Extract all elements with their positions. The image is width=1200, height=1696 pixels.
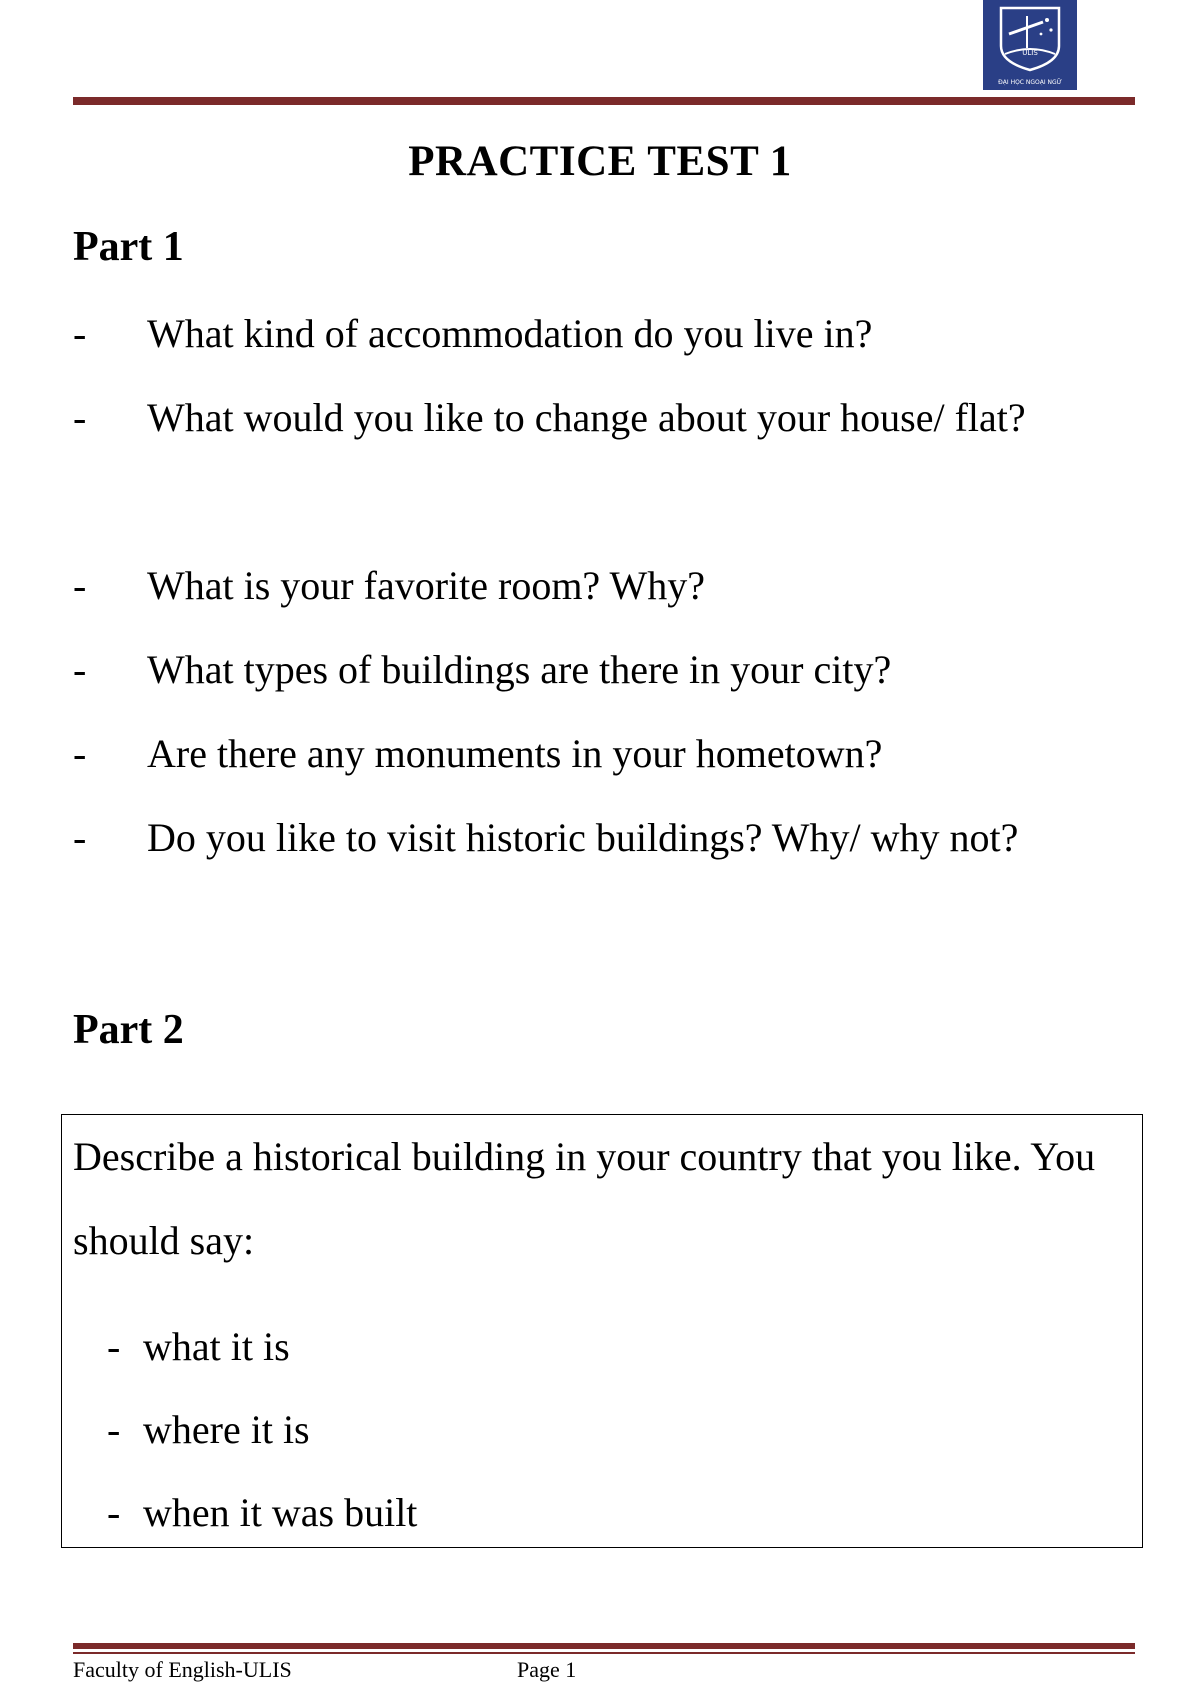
bullet: -	[73, 731, 87, 776]
question-text: What types of buildings are there in your city?	[147, 647, 892, 692]
footer-page-number: Page 1	[517, 1657, 577, 1682]
task-points-list	[107, 1305, 417, 1554]
bullet: -	[73, 815, 87, 860]
task-point	[107, 1305, 417, 1388]
footer-rule-thin	[73, 1652, 1135, 1654]
logo-label-top: ULIS	[1022, 49, 1038, 57]
logo-label-bottom: ĐẠI HỌC NGOẠI NGỮ	[998, 79, 1062, 86]
page-title: PRACTICE TEST 1	[408, 138, 792, 185]
bullet: -	[73, 647, 87, 692]
footer-rule	[73, 1643, 1135, 1649]
question-text: What kind of accommodation do you live in?	[147, 311, 873, 356]
part2-heading: Part 2	[73, 1007, 184, 1053]
task-prompt: Describe a historical building in your country that you like. You should say:	[73, 1134, 1096, 1263]
task-point-text: where it is	[143, 1407, 310, 1452]
bullet: -	[107, 1407, 121, 1452]
bullet: -	[73, 563, 87, 608]
question-text: What would you like to change about your house/ flat?	[147, 395, 1026, 440]
part1-question	[73, 712, 1135, 796]
part1-question	[73, 292, 1135, 376]
part1-question	[73, 628, 1135, 712]
task-point	[107, 1388, 417, 1471]
task-point-text: when it was built	[143, 1490, 418, 1535]
part1-question	[73, 544, 1135, 628]
header-rule	[73, 97, 1135, 105]
part1-question	[73, 376, 1135, 460]
part1-question	[73, 796, 1135, 880]
question-text: Do you like to visit historic buildings? Why/ why not?	[147, 815, 1019, 860]
university-crest-icon	[983, 0, 1077, 90]
question-text: Are there any monuments in your hometown?	[147, 731, 883, 776]
question-text: What is your favorite room? Why?	[147, 563, 705, 608]
task-point-text: what it is	[143, 1324, 290, 1369]
part1-heading: Part 1	[73, 224, 184, 270]
bullet: -	[107, 1490, 121, 1535]
task-point	[107, 1471, 417, 1554]
bullet: -	[107, 1324, 121, 1369]
task-card	[61, 1114, 1143, 1548]
footer-faculty: Faculty of English-ULIS	[73, 1657, 292, 1682]
bullet: -	[73, 395, 87, 440]
bullet: -	[73, 311, 87, 356]
